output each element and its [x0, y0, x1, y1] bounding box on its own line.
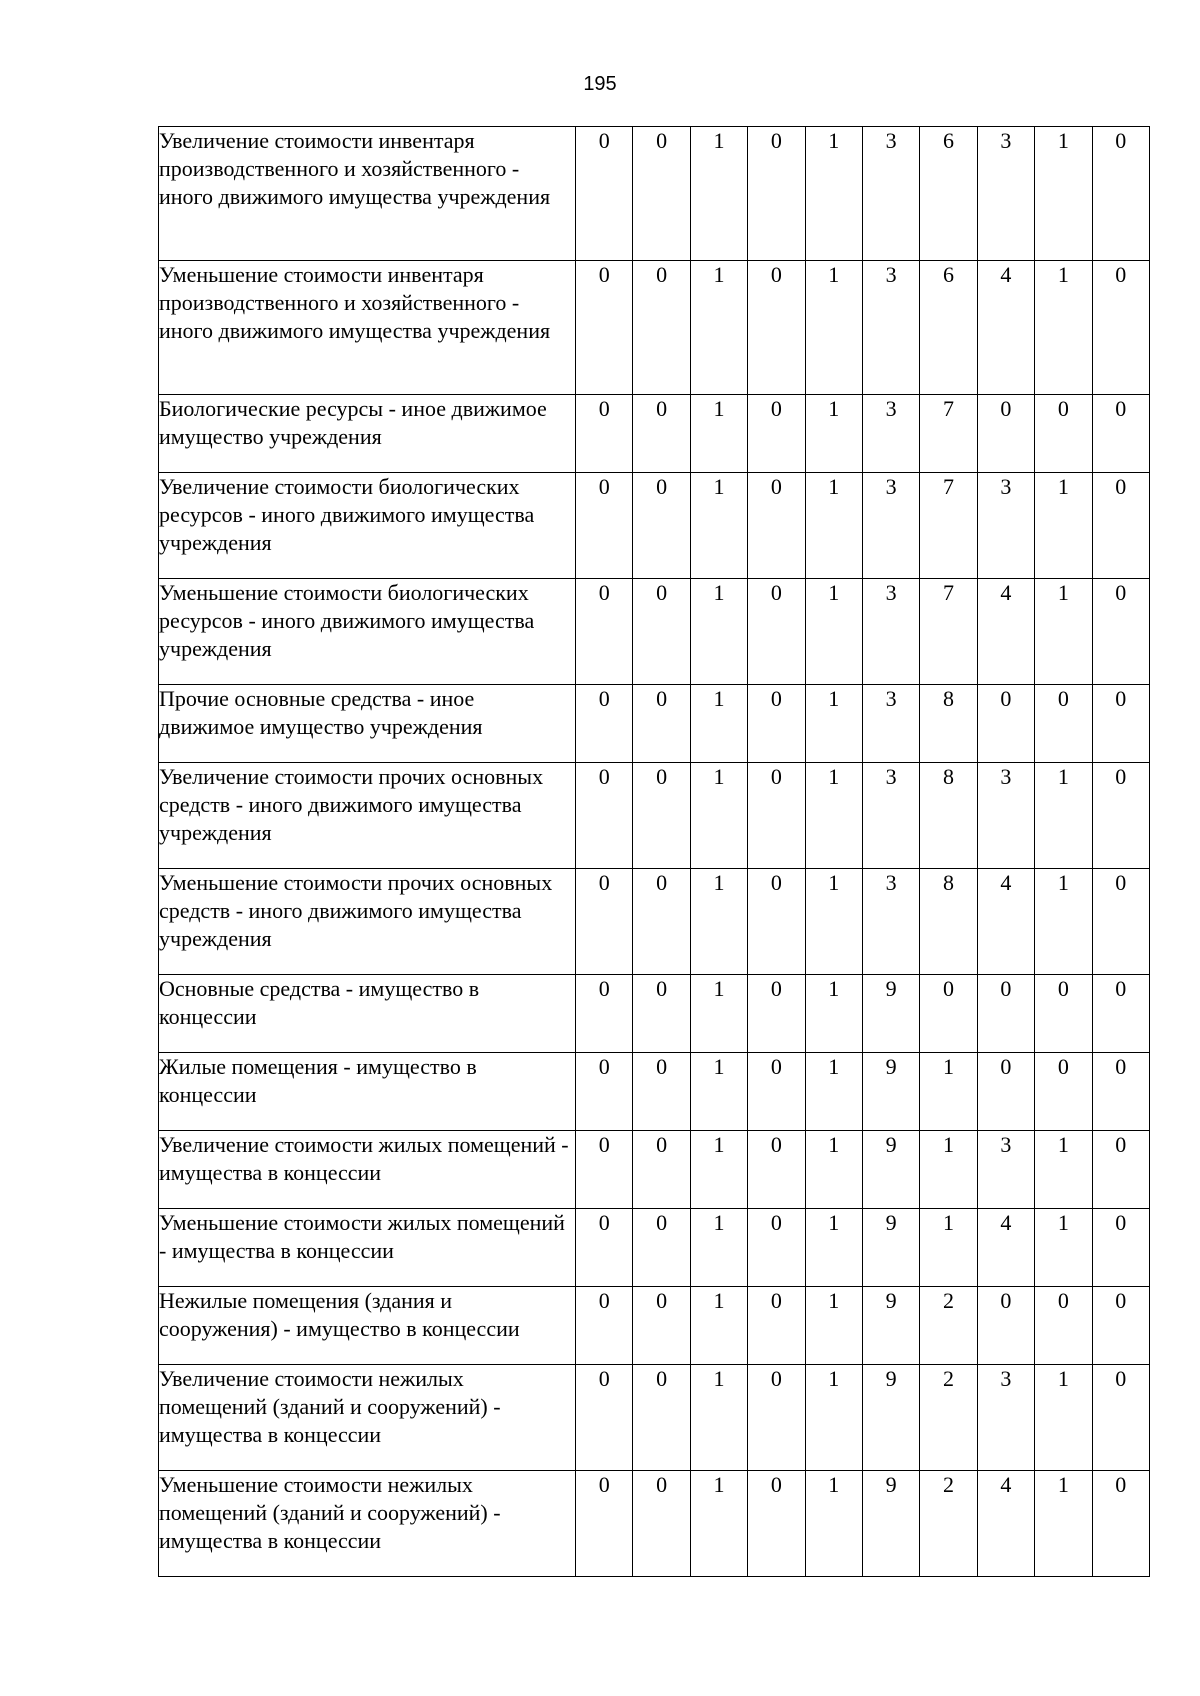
table-row: [159, 579, 1150, 685]
code-digit-cell: 6: [920, 261, 977, 395]
row-label: Уменьшение стоимости нежилых помещений (зданий и сооружений) - имущества в концессии: [159, 1471, 576, 1577]
code-digit-cell: 0: [1092, 685, 1149, 763]
code-digit-cell: 0: [1092, 395, 1149, 473]
code-digit-cell: 0: [748, 1131, 805, 1209]
code-digit-cell: 0: [977, 975, 1034, 1053]
code-digit-cell: 0: [633, 1287, 690, 1365]
code-digit-cell: 1: [805, 685, 862, 763]
code-digit-cell: 9: [862, 1053, 919, 1131]
code-digit-cell: 0: [633, 975, 690, 1053]
code-digit-cell: 6: [920, 127, 977, 261]
code-digit-cell: 1: [690, 261, 747, 395]
table-body: [159, 127, 1150, 1577]
code-digit-cell: 3: [862, 261, 919, 395]
code-digit-cell: 3: [977, 763, 1034, 869]
code-digit-cell: 9: [862, 975, 919, 1053]
code-digit-cell: 7: [920, 579, 977, 685]
table-row: [159, 261, 1150, 395]
code-digit-cell: 8: [920, 763, 977, 869]
table-row: [159, 127, 1150, 261]
table-row: [159, 975, 1150, 1053]
row-label: Уменьшение стоимости биологических ресурсов - иного движимого имущества учреждения: [159, 579, 576, 685]
code-digit-cell: 0: [633, 473, 690, 579]
row-label: Уменьшение стоимости инвентаря производственного и хозяйственного - иного движимого имущества учреждения: [159, 261, 576, 395]
table-row: [159, 1471, 1150, 1577]
code-digit-cell: 1: [805, 763, 862, 869]
code-digit-cell: 3: [862, 869, 919, 975]
code-digit-cell: 1: [1035, 1471, 1092, 1577]
code-digit-cell: 4: [977, 261, 1034, 395]
code-digit-cell: 1: [690, 1209, 747, 1287]
code-digit-cell: 9: [862, 1209, 919, 1287]
code-digit-cell: 0: [576, 763, 633, 869]
code-digit-cell: 4: [977, 1471, 1034, 1577]
code-digit-cell: 0: [576, 1365, 633, 1471]
code-digit-cell: 0: [633, 127, 690, 261]
code-digit-cell: 3: [977, 1365, 1034, 1471]
code-digit-cell: 9: [862, 1365, 919, 1471]
code-digit-cell: 0: [576, 975, 633, 1053]
code-digit-cell: 1: [690, 975, 747, 1053]
code-digit-cell: 0: [1092, 1471, 1149, 1577]
code-digit-cell: 1: [1035, 127, 1092, 261]
row-label: Увеличение стоимости нежилых помещений (зданий и сооружений) - имущества в концессии: [159, 1365, 576, 1471]
code-digit-cell: 0: [1035, 1053, 1092, 1131]
code-digit-cell: 0: [633, 395, 690, 473]
table-row: [159, 395, 1150, 473]
code-digit-cell: 0: [977, 1287, 1034, 1365]
code-digit-cell: 1: [805, 1287, 862, 1365]
code-digit-cell: 0: [977, 395, 1034, 473]
code-digit-cell: 1: [805, 473, 862, 579]
code-digit-cell: 7: [920, 395, 977, 473]
code-digit-cell: 0: [1092, 1365, 1149, 1471]
code-digit-cell: 1: [805, 1365, 862, 1471]
account-codes-table: [158, 126, 1150, 1577]
row-label: Увеличение стоимости биологических ресурсов - иного движимого имущества учреждения: [159, 473, 576, 579]
code-digit-cell: 0: [748, 1053, 805, 1131]
code-digit-cell: 0: [1092, 763, 1149, 869]
code-digit-cell: 1: [690, 1471, 747, 1577]
row-label: Основные средства - имущество в концессии: [159, 975, 576, 1053]
table-row: [159, 685, 1150, 763]
code-digit-cell: 0: [576, 685, 633, 763]
code-digit-cell: 0: [748, 1471, 805, 1577]
code-digit-cell: 0: [576, 869, 633, 975]
code-digit-cell: 1: [1035, 579, 1092, 685]
code-digit-cell: 0: [1092, 1131, 1149, 1209]
code-digit-cell: 0: [1092, 1209, 1149, 1287]
code-digit-cell: 0: [633, 579, 690, 685]
code-digit-cell: 0: [1092, 1287, 1149, 1365]
code-digit-cell: 0: [576, 261, 633, 395]
code-digit-cell: 0: [633, 685, 690, 763]
code-digit-cell: 7: [920, 473, 977, 579]
code-digit-cell: 0: [576, 395, 633, 473]
code-digit-cell: 1: [690, 395, 747, 473]
code-digit-cell: 1: [1035, 869, 1092, 975]
code-digit-cell: 0: [1092, 975, 1149, 1053]
code-digit-cell: 1: [1035, 1209, 1092, 1287]
code-digit-cell: 4: [977, 869, 1034, 975]
code-digit-cell: 0: [1092, 579, 1149, 685]
code-digit-cell: 0: [748, 473, 805, 579]
row-label: Увеличение стоимости инвентаря производственного и хозяйственного - иного движимого имущества учреждения: [159, 127, 576, 261]
code-digit-cell: 1: [1035, 1365, 1092, 1471]
code-digit-cell: 1: [690, 1131, 747, 1209]
code-digit-cell: 3: [977, 1131, 1034, 1209]
row-label: Прочие основные средства - иное движимое имущество учреждения: [159, 685, 576, 763]
code-digit-cell: 0: [633, 1053, 690, 1131]
code-digit-cell: 0: [748, 685, 805, 763]
row-label: Увеличение стоимости прочих основных средств - иного движимого имущества учреждения: [159, 763, 576, 869]
code-digit-cell: 0: [977, 1053, 1034, 1131]
code-digit-cell: 2: [920, 1365, 977, 1471]
code-digit-cell: 0: [576, 1471, 633, 1577]
code-digit-cell: 3: [862, 473, 919, 579]
page-number: 195: [583, 73, 617, 95]
code-digit-cell: 1: [920, 1053, 977, 1131]
code-digit-cell: 1: [805, 579, 862, 685]
code-digit-cell: 1: [690, 127, 747, 261]
code-digit-cell: 3: [862, 685, 919, 763]
code-digit-cell: 0: [633, 869, 690, 975]
code-digit-cell: 0: [748, 579, 805, 685]
row-label: Уменьшение стоимости прочих основных средств - иного движимого имущества учреждения: [159, 869, 576, 975]
code-digit-cell: 8: [920, 685, 977, 763]
code-digit-cell: 1: [1035, 1131, 1092, 1209]
code-digit-cell: 1: [1035, 261, 1092, 395]
code-digit-cell: 1: [690, 869, 747, 975]
table-row: [159, 869, 1150, 975]
code-digit-cell: 0: [576, 1287, 633, 1365]
code-digit-cell: 0: [576, 1209, 633, 1287]
code-digit-cell: 1: [805, 1131, 862, 1209]
code-digit-cell: 1: [690, 1053, 747, 1131]
code-digit-cell: 0: [1035, 395, 1092, 473]
code-digit-cell: 0: [576, 1053, 633, 1131]
code-digit-cell: 0: [1092, 869, 1149, 975]
table-row: [159, 473, 1150, 579]
code-digit-cell: 0: [748, 763, 805, 869]
table-row: [159, 1131, 1150, 1209]
code-digit-cell: 0: [748, 395, 805, 473]
code-digit-cell: 0: [576, 1131, 633, 1209]
code-digit-cell: 4: [977, 1209, 1034, 1287]
code-digit-cell: 3: [977, 473, 1034, 579]
code-digit-cell: 3: [862, 395, 919, 473]
code-digit-cell: 0: [1092, 127, 1149, 261]
code-digit-cell: 3: [977, 127, 1034, 261]
code-digit-cell: 0: [748, 127, 805, 261]
table-row: [159, 1209, 1150, 1287]
code-digit-cell: 0: [748, 869, 805, 975]
code-digit-cell: 0: [1035, 975, 1092, 1053]
row-label: Нежилые помещения (здания и сооружения) - имущество в концессии: [159, 1287, 576, 1365]
row-label: Уменьшение стоимости жилых помещений - имущества в концессии: [159, 1209, 576, 1287]
code-digit-cell: 1: [690, 1365, 747, 1471]
code-digit-cell: 1: [690, 1287, 747, 1365]
table-row: [159, 1287, 1150, 1365]
code-digit-cell: 1: [805, 975, 862, 1053]
code-digit-cell: 4: [977, 579, 1034, 685]
code-digit-cell: 1: [690, 763, 747, 869]
code-digit-cell: 1: [1035, 763, 1092, 869]
code-digit-cell: 0: [633, 1471, 690, 1577]
code-digit-cell: 1: [805, 1209, 862, 1287]
code-digit-cell: 1: [920, 1209, 977, 1287]
code-digit-cell: 0: [633, 261, 690, 395]
code-digit-cell: 8: [920, 869, 977, 975]
code-digit-cell: 1: [805, 395, 862, 473]
table-row: [159, 1053, 1150, 1131]
code-digit-cell: 0: [1092, 1053, 1149, 1131]
code-digit-cell: 1: [690, 685, 747, 763]
table-row: [159, 763, 1150, 869]
code-digit-cell: 1: [805, 1471, 862, 1577]
code-digit-cell: 1: [690, 473, 747, 579]
code-digit-cell: 0: [1092, 261, 1149, 395]
code-digit-cell: 2: [920, 1471, 977, 1577]
code-digit-cell: 0: [633, 1365, 690, 1471]
code-digit-cell: 1: [1035, 473, 1092, 579]
code-digit-cell: 0: [1092, 473, 1149, 579]
code-digit-cell: 1: [805, 869, 862, 975]
code-digit-cell: 0: [576, 473, 633, 579]
code-digit-cell: 9: [862, 1131, 919, 1209]
code-digit-cell: 1: [920, 1131, 977, 1209]
code-digit-cell: 3: [862, 127, 919, 261]
row-label: Биологические ресурсы - иное движимое имущество учреждения: [159, 395, 576, 473]
code-digit-cell: 3: [862, 579, 919, 685]
code-digit-cell: 3: [862, 763, 919, 869]
code-digit-cell: 0: [748, 975, 805, 1053]
code-digit-cell: 0: [633, 1209, 690, 1287]
code-digit-cell: 0: [977, 685, 1034, 763]
row-label: Жилые помещения - имущество в концессии: [159, 1053, 576, 1131]
code-digit-cell: 0: [576, 579, 633, 685]
code-digit-cell: 1: [690, 579, 747, 685]
code-digit-cell: 0: [920, 975, 977, 1053]
code-digit-cell: 0: [633, 763, 690, 869]
code-digit-cell: 1: [805, 127, 862, 261]
code-digit-cell: 0: [1035, 1287, 1092, 1365]
code-digit-cell: 1: [805, 261, 862, 395]
code-digit-cell: 9: [862, 1287, 919, 1365]
code-digit-cell: 0: [748, 1365, 805, 1471]
code-digit-cell: 0: [633, 1131, 690, 1209]
row-label: Увеличение стоимости жилых помещений - имущества в концессии: [159, 1131, 576, 1209]
table-row: [159, 1365, 1150, 1471]
code-digit-cell: 0: [576, 127, 633, 261]
code-digit-cell: 0: [1035, 685, 1092, 763]
code-digit-cell: 0: [748, 1287, 805, 1365]
code-digit-cell: 0: [748, 1209, 805, 1287]
code-digit-cell: 2: [920, 1287, 977, 1365]
code-digit-cell: 9: [862, 1471, 919, 1577]
code-digit-cell: 1: [805, 1053, 862, 1131]
code-digit-cell: 0: [748, 261, 805, 395]
